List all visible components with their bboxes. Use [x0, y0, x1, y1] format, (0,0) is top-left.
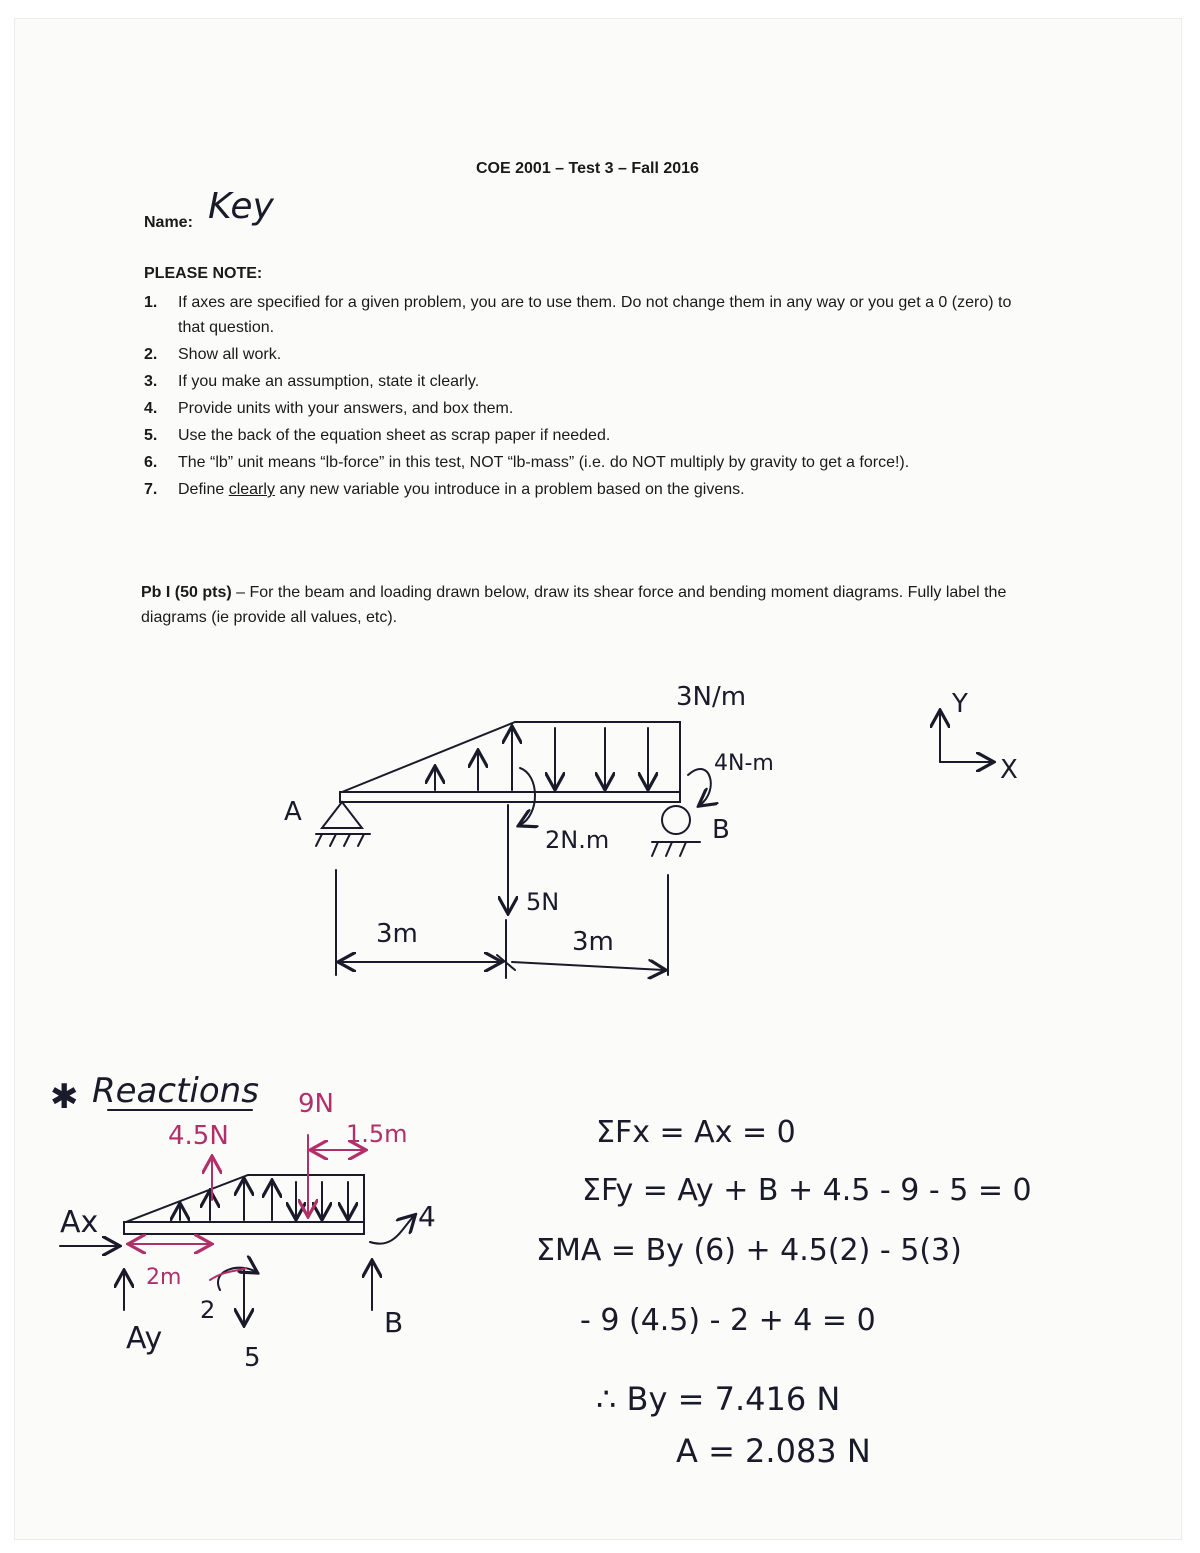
roller-support-b: [662, 806, 690, 834]
pin-support-a: [322, 802, 362, 828]
fbd-ay: Ay: [126, 1321, 163, 1356]
page-title: COE 2001 – Test 3 – Fall 2016: [476, 160, 699, 177]
fbd-couple: 2: [200, 1296, 216, 1324]
label-4n-m: 4N-m: [714, 751, 774, 776]
problem-text: – For the beam and loading drawn below, draw its shear force and bending moment diagrams. Fully label the diagrams (ie provide all values, etc).: [141, 584, 1007, 626]
note-item: 2. Show all work.: [144, 346, 282, 363]
fbd-b: B: [384, 1306, 404, 1339]
solution-heading: Reactions: [92, 1071, 259, 1111]
note-item: 3. If you make an assumption, state it clearly.: [144, 373, 480, 390]
note-item: 7. Define clearly any new variable you introduce in a problem based on the givens.: [144, 481, 745, 498]
result-a: A = 2.083 N: [676, 1432, 871, 1470]
fbd-ax: Ax: [60, 1205, 99, 1240]
label-span-left: 3m: [376, 919, 418, 949]
label-b: B: [712, 815, 730, 845]
svg-text:✱: ✱: [50, 1077, 79, 1117]
fbd-moment-arc: [370, 1216, 414, 1244]
label-span-right: 3m: [572, 927, 614, 957]
fbd-point: 5: [244, 1343, 261, 1373]
equation-sum-ma-cont: - 9 (4.5) - 2 + 4 = 0: [580, 1303, 876, 1338]
fbd-rect-offset: 1.5m: [346, 1120, 408, 1148]
note-item: 6. The “lb” unit means “lb-force” in this test, NOT “lb-mass” (i.e. do NOT multiply by gravity to get a force!).: [144, 454, 910, 471]
name-label: Name:: [144, 214, 193, 231]
couple-arc: [520, 768, 535, 825]
beam: [340, 792, 680, 802]
equation-sum-ma: ΣMA = By (6) + 4.5(2) - 5(3): [536, 1233, 962, 1268]
fbd-beam: [124, 1222, 364, 1234]
fbd-tri-force: 4.5N: [168, 1121, 229, 1151]
name-value: Key: [208, 186, 274, 227]
moment-arc-b: [688, 769, 711, 805]
equation-sum-fx: ΣFx = Ax = 0: [596, 1115, 796, 1150]
label-a: A: [284, 797, 302, 827]
equation-sum-fy: ΣFy = Ay + B + 4.5 - 9 - 5 = 0: [582, 1173, 1032, 1208]
notes-heading: PLEASE NOTE:: [144, 265, 263, 282]
result-by: ∴ By = 7.416 N: [596, 1380, 841, 1418]
label-5n: 5N: [526, 888, 560, 916]
label-axis-x: X: [1000, 755, 1018, 785]
note-item: 5. Use the back of the equation sheet as scrap paper if needed.: [144, 427, 611, 444]
fbd-rect-force: 9N: [298, 1089, 334, 1119]
note-item: 1. If axes are specified for a given problem, you are to use them. Do not change them in any way or you get a 0 (zero) to that question.: [144, 294, 1012, 336]
label-axis-y: Y: [952, 689, 968, 719]
fbd-tri-offset: 2m: [146, 1265, 182, 1290]
label-3n-m: 3N/m: [676, 682, 747, 712]
label-2n-m: 2N.m: [545, 826, 610, 854]
note-item: 4. Provide units with your answers, and box them.: [144, 400, 514, 417]
fbd-moment: 4: [418, 1200, 436, 1233]
fbd-figure: [50, 1077, 414, 1324]
problem-label: Pb I (50 pts): [141, 584, 232, 601]
dimension-right: [512, 962, 664, 970]
